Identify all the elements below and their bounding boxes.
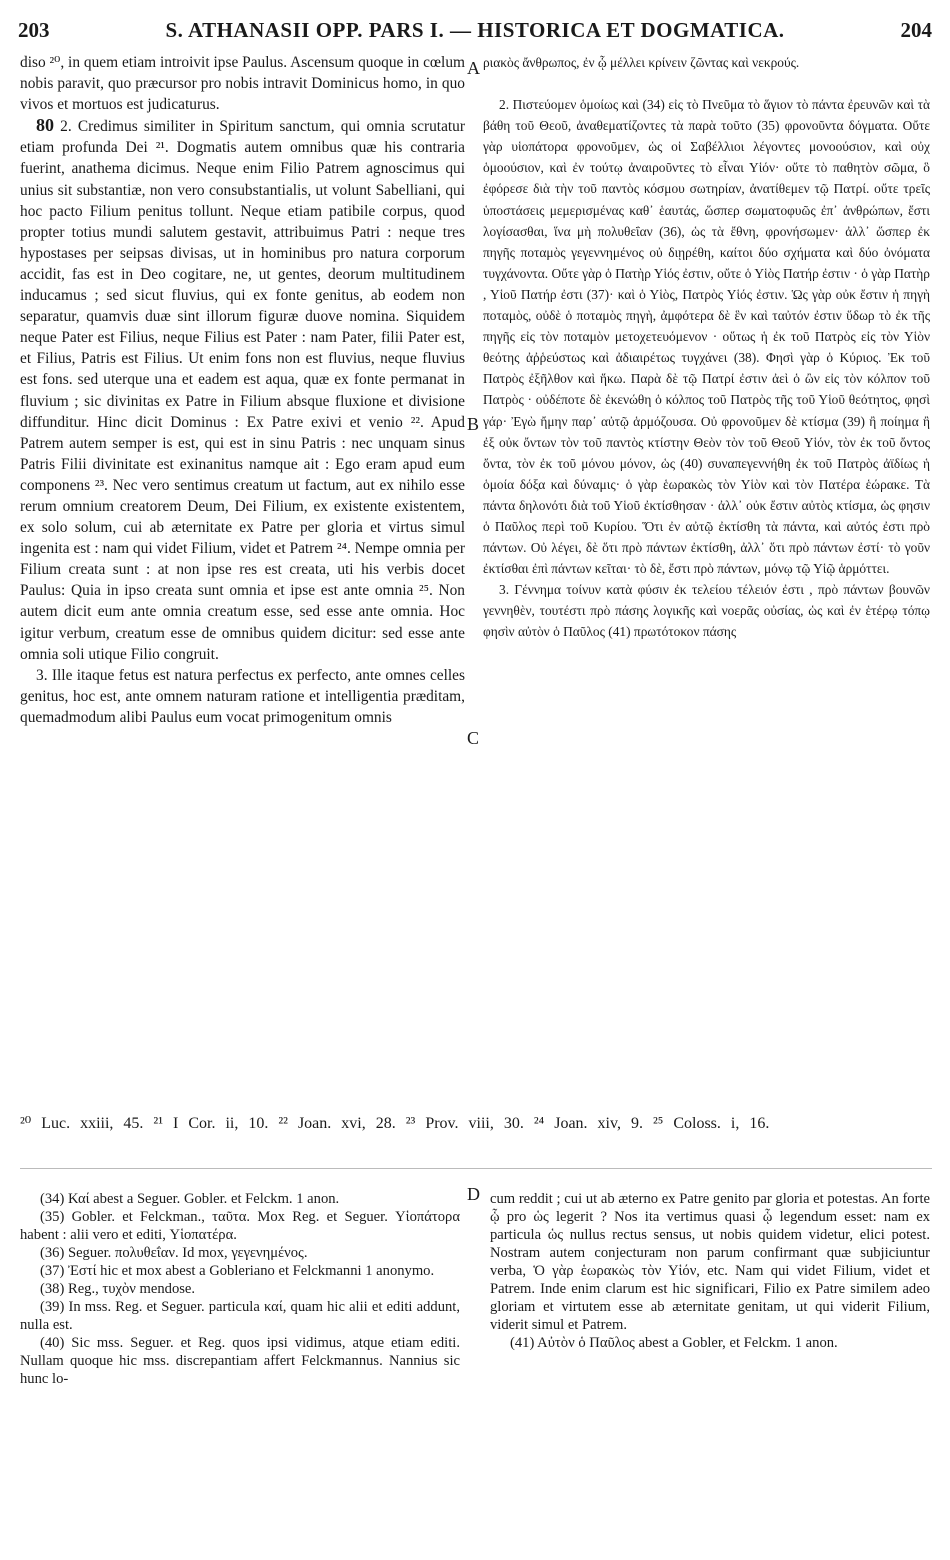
page-number-right: 204 — [900, 18, 932, 42]
note-item: (41) Αὐτὸν ὁ Παῦλος abest a Gobler, et Felckm. 1 anon. — [510, 1335, 838, 1351]
footnote-divider — [20, 1168, 932, 1169]
margin-marker-d: D — [467, 1184, 480, 1204]
greek-section-3: 3. Γέννημα τοίνυν κατὰ φύσιν ἐκ τελείου τέλειόν ἐστι , πρὸ πάντων βουνῶν γεννηθὲν, τουτέστι πρὸ πάσης λογικῆς καὶ νοερᾶς οὐσίας, ὡς καὶ ἐν ἑτέρῳ τόπῳ φησὶν αὐτὸν ὁ Παῦλος (41) πρωτότοκον πάσης — [483, 582, 930, 640]
running-title: S. ATHANASII OPP. PARS I. — HISTORICA ET DOGMATICA. — [165, 18, 785, 42]
latin-section-2 — [20, 115, 465, 664]
margin-marker-b: B — [467, 414, 480, 434]
note-item: (35) Gobler. et Felckman., ταῦτα. Mox Reg. et Seguer. Υἱοπάτορα habent : alii vero et editi, Υἱοπατέρα. — [20, 1209, 460, 1243]
note-item: (36) Seguer. πολυθεΐαν. Id mox, γεγενημένος. — [40, 1245, 308, 1261]
scripture-references: ²⁰ Luc. xxiii, 45. ²¹ I Cor. ii, 10. ²² Joan. xvi, 28. ²³ Prov. viii, 30. ²⁴ Joan. xiv, 9. ²⁵ Coloss. i, 16. — [20, 1115, 770, 1132]
greek-section-2: 2. Πιστεύομεν ὁμοίως καὶ (34) εἰς τὸ Πνεῦμα τὸ ἅγιον τὸ πάντα ἐρευνῶν καὶ τὰ βάθη τοῦ Θεοῦ, ἀναθεματίζοντες τὰ παρὰ τοῦτο (35) φρονοῦντα δόγματα. Οὔτε γὰρ υἱοπάτορα φρονοῦμεν, ὡς οἱ Σαβέλλιοι λέγοντες μονοούσιον, καὶ οὐχ ὁμοούσιον, καὶ ἐν τούτῳ ἀναιροῦντες τὸ εἶναι Υἱόν· οὔτε τὸ παθητὸν σῶμα, ὃ ἐφόρεσε διὰ τὴν τοῦ παντὸς κόσμου σωτηρίαν, ἀνατίθεμεν τῷ Πατρί. οὔτε τρεῖς ὑποστάσεις μεμερισμένας καθ᾽ ἑαυτάς, ὥσπερ σωματοφυῶς ἐπ᾽ ἀνθρώπων, ἔστι λογίσασθαι, ἵνα μὴ πολυθεΐαν (36), ὡς τὰ ἔθνη, φρονήσωμεν· ἀλλ᾽ ὥσπερ ἐκ πηγῆς ποταμὸς γεγεννημένος οὐ διῃρέθη, καίτοι δύο σχήματα καὶ δύο ὀνόματα τυγχάνοντα. Οὔτε γὰρ ὁ Πατὴρ Υἱός ἐστιν, οὔτε ὁ Υἱὸς Πατήρ ἐστιν · ὁ γὰρ Πατὴρ , Υἱοῦ Πατήρ ἐστι (37)· καὶ ὁ Υἱὸς, Πατρὸς Υἱός ἐστιν. Ὡς γὰρ οὐκ ἔστιν ἡ πηγὴ ποταμὸς, οὐδὲ ὁ ποταμὸς πηγὴ, ἀμφότερα δὲ ἓν καὶ ταὐτόν ἐστιν ὕδωρ τὸ ἐκ τῆς πηγῆς εἰς τὸν ποταμὸν μετοχετευόμενον · οὕτως ἡ ἐκ τοῦ Πατρὸς εἰς τὸν Υἱὸν θεότης ἀῤῥεύστως καὶ ἀδιαιρέτως τυγχάνει (38). Φησὶ γὰρ ὁ Κύριος. Ἐκ τοῦ Πατρὸς ἐξῆλθον καὶ ἥκω. Παρὰ δὲ τῷ Πατρί ἐστιν ἀεὶ ὁ ὢν εἰς τὸν κόλπον τοῦ Πατρὸς · οὐδέποτε δὲ ἐκενώθη ὁ κόλπος τοῦ Πατρὸς τῆς τοῦ Υἱοῦ θεότητος, φησὶ γάρ· Ἐγὼ ἤμην παρ᾽ αὐτῷ ἁρμόζουσα. Οὐ φρονοῦμεν δὲ κτίσμα (39) ἢ ποίημα ἢ ἐξ οὐκ ὄντων τὸν τοῦ παντὸς κτίστην Θεὸν τὸν τοῦ Θεοῦ Υἱόν, τὸν ἐκ τοῦ ὄντος ὄντα, τὸν ἐκ τοῦ μόνου μόνον, ὡς (40) συναπεγεννήθη ἐκ τοῦ Πατρὸς ἀϊδίως ἡ ὁμοία δόξα καὶ δύναμις· ὁ γὰρ ἑωρακὼς τὸν Υἱὸν καὶ τὸν Πατέρα ἑώρακε. Τὰ πάντα δηλονότι διὰ τοῦ Υἱοῦ ἐκτίσθησαν · ἀλλ᾽ οὐκ ἔστιν αὐτὸς κτίσμα, ὡς φησιν ὁ Παῦλος περὶ τοῦ Κυρίου. Ὅτι ἐν αὐτῷ ἐκτίσθη τὰ πάντα, καὶ αὐτός ἐστι πρὸ πάντων. Οὐ λέγει, δὲ ὅτι πρὸ πάντων ἐκτίσθη, ἀλλ᾽ ὅτι πρὸ πάντων ἐστί· τὸ γοῦν ἐκτίσθαι ἐπὶ πάντων κεῖται· τὸ δὲ, ἔστι πρὸ πάντων, μόνῳ τῷ Υἱῷ ἁρμόττει. — [483, 97, 930, 577]
running-header — [18, 18, 932, 48]
critical-notes-right — [490, 1190, 930, 1352]
section-number: 80 — [36, 115, 54, 136]
note-item: cum reddit ; cui ut ab æterno ex Patre genito par gloria et potestas. An forte ᾧ pro ὡς legerit ? Nos ita vertimus quasi ᾧ legendum esset: nam ex particula ὡς nullus rectus sensus, ut nobis quidem videtur, elici potest. Nostram autem conjecturam non parum confirmant quæ subjiciuntur verba, Ὁ γὰρ ἑωρακὼς τὸν Υἱόν, etc. Nam qui videt Filium, videt et Patrem. Inde enim clarum est hic significari, Filio ex Patre similem adeo gloriam et virtutem esse ab æternitate genitam, ut qui viderit Filium, viderit simul et Patrem. — [490, 1191, 930, 1333]
note-item: (39) In mss. Reg. et Seguer. particula καί, quam hic alii et editi addunt, nulla est. — [20, 1299, 460, 1333]
latin-section-3: 3. Ille itaque fetus est natura perfectus ex perfecto, ante omnes celles genitus, hoc est, ante omnem naturam ratione et intelligentia præditam, quemadmodum alibi Paulus eum vocat primogenitum omnis — [20, 666, 465, 726]
note-item: (40) Sic mss. Seguer. et Reg. quos ipsi vidimus, atque etiam editi. Nullam quoque hic mss. discrepantiam affert Felckmannus. Nannius sic hunc lo- — [20, 1335, 460, 1387]
latin-column — [20, 52, 465, 728]
greek-column — [483, 52, 930, 643]
paragraph-spacer — [483, 73, 930, 94]
note-item: (34) Καί abest a Seguer. Gobler. et Felckm. 1 anon. — [40, 1191, 340, 1207]
margin-marker-c: C — [467, 728, 480, 748]
latin-paragraph-1: diso ²⁰, in quem etiam introivit ipse Paulus. Ascensum quoque in cœlum nobis paravit, quo præcursor pro nobis intravit Dominicus homo, in quo vivos et mortuos est judicaturus. — [20, 54, 465, 114]
critical-notes-left — [20, 1190, 460, 1388]
latin-section-2-text: 2. Credimus similiter in Spiritum sanctum, qui omnia scrutatur etiam profunda Dei ²¹. Dogmatis autem omnibus quæ his contraria fuerint, anathema dicimus. Neque enim Filio Patrem agnoscimus qui unius sit substantiæ, non vero consubstantialis, ut volunt Sabelliani, qui hoc pacto Filium penitus tollunt. Neque etiam patibile corpus, quod propter totius mundi salutem gestavit, attribuimus Patri : neque tres hypostases per seipsas divisas, ut in hominibus pro natura corporum accidit, fas est in Deo cogitare, ne, ut gentes, deorum multitudinem inducamus ; sed sicut fluvius, qui ex fonte genitus, ab eodem non separatur, quamvis duæ sint illorum figuræ duove nomina. Siquidem neque Pater est Filius, neque Filius est Pater : nam Pater, filii Pater est, et Filius, Patris est Filius. Ut enim fons non est fluvius, neque fluvius est fons. sed uterque una et eadem est aqua, quæ ex fonte permanat in fluvium ; sic divinitas ex Patre in Filium absque fluxione et divisione diffunditur. Hinc dicit Dominus : Ex Patre exivi et venio ²². Apud Patrem autem semper is est, qui est in sinu Patris : nec unquam sinus Patris Filii divinitate est exinanitus namque ait : Ego eram apud eum componens ²³. Nec vero sentimus creatum ut factum, aut ex nihilo esse rerum omnium creatorem Deum, Dei Filium, ex existente existentem, ex solo solum, cui ab æternitate ex Patre per gloria et virtus simul ingenita est : nam qui videt Filium, videt et Patrem ²⁴. Nempe omnia per Filium creata sunt : at non ipse res est creata, uti his verbis docet Paulus: Quia in ipso creata sunt omnia et ipse est ante omnia ²⁵. Non autem dicit eum ante omnia creatum esse, sed esse ante omnia. Hoc igitur verbum, creatum esse de omnibus quidem dicitur: sed esse ante omnia soli utique Filio congruit. — [20, 118, 465, 663]
greek-paragraph-1: ριακὸς ἄνθρωπος, ἐν ᾧ μέλλει κρίνειν ζῶντας καὶ νεκρούς. — [483, 55, 800, 70]
margin-marker-a: A — [467, 58, 480, 78]
note-item: (38) Reg., τυχὸν mendose. — [40, 1281, 196, 1297]
page-number-left: 203 — [18, 18, 50, 42]
note-item: (37) Ἐστί hic et mox abest a Gobleriano et Felckmanni 1 anonymo. — [40, 1263, 435, 1279]
